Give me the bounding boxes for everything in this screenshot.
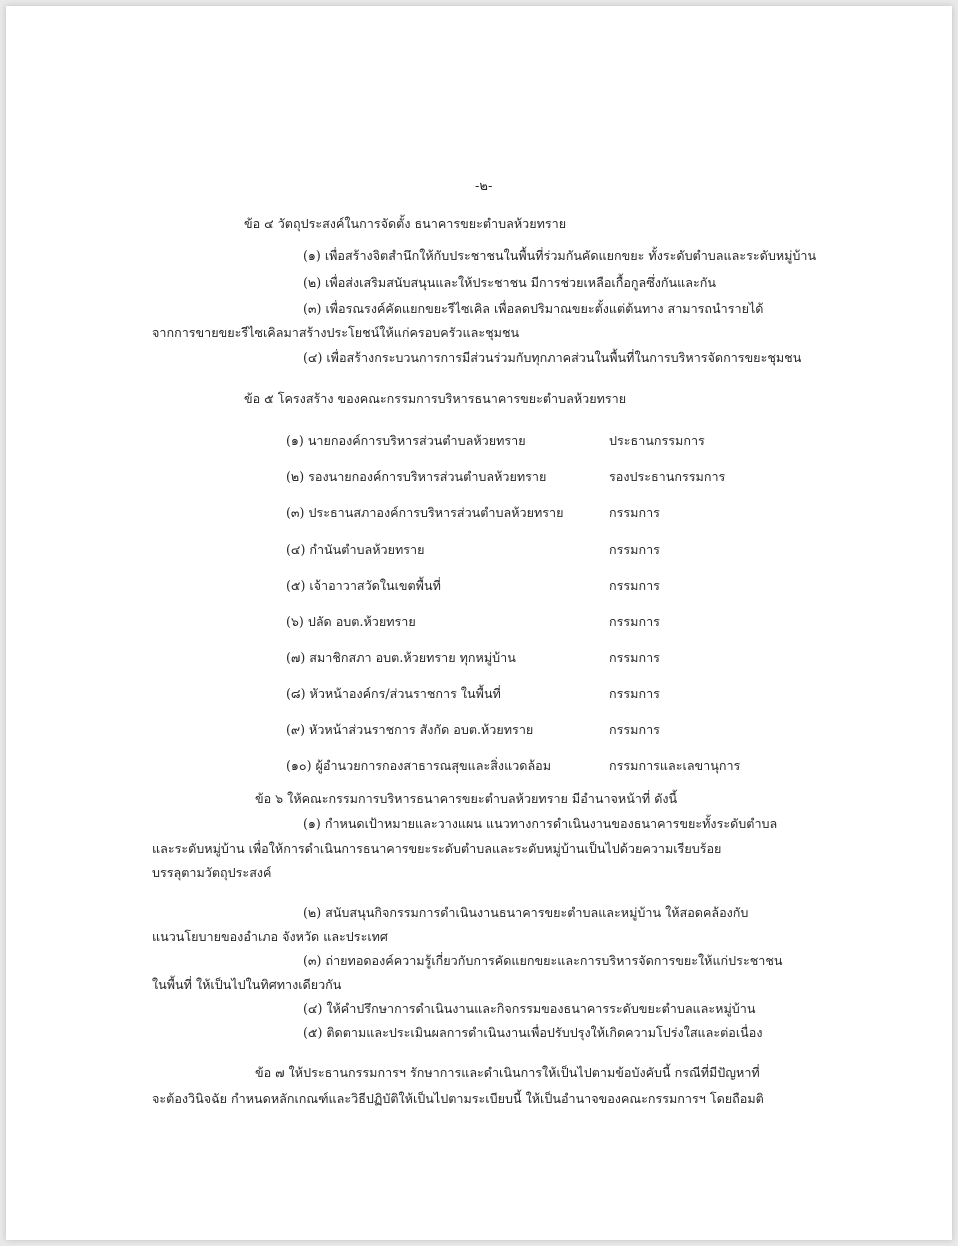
member-name: (๕) เจ้าอาวาสวัดในเขตพื้นที่	[286, 578, 441, 593]
section-5-heading: ข้อ ๕ โครงสร้าง ของคณะกรรมการบริหารธนาคารขยะตำบลห้วยทราย	[244, 391, 627, 406]
section-6-heading: ข้อ ๖ ให้คณะกรรมการบริหารธนาคารขยะตำบลห้วยทราย มีอำนาจหน้าที่ ดังนี้	[255, 791, 678, 806]
member-role: ประธานกรรมการ	[609, 433, 705, 448]
section-6-item-1: (๑) กำหนดเป้าหมายและวางแผน แนวทางการดำเนินงานของธนาคารขยะทั้งระดับตำบล	[303, 816, 778, 831]
member-name: (๑) นายกองค์การบริหารส่วนตำบลห้วยทราย	[286, 433, 526, 448]
section-4-item-3-cont: จากการขายขยะรีไซเคิลมาสร้างประโยชน์ให้แก่ครอบครัวและชุมชน	[152, 325, 520, 340]
member-role: กรรมการ	[609, 650, 660, 665]
section-4-item-1: (๑) เพื่อสร้างจิตสำนึกให้กับประชาชนในพื้นที่ร่วมกันคัดแยกขยะ ทั้งระดับตำบลและระดับหมู่บ้าน	[303, 248, 817, 263]
section-4-item-3: (๓) เพื่อรณรงค์คัดแยกขยะรีไซเคิล เพื่อลดปริมาณขยะตั้งแต่ต้นทาง สามารถนำรายได้	[303, 301, 764, 316]
section-6-item-1-cont2: บรรลุตามวัตถุประสงค์	[152, 865, 272, 880]
member-role: กรรมการ	[609, 722, 660, 737]
member-role: กรรมการ	[609, 578, 660, 593]
member-name: (๘) หัวหน้าองค์กร/ส่วนราชการ ในพื้นที่	[286, 686, 501, 701]
member-role: กรรมการและเลขานุการ	[609, 758, 741, 773]
section-6-item-3: (๓) ถ่ายทอดองค์ความรู้เกี่ยวกับการคัดแยกขยะและการบริหารจัดการขยะให้แก่ประชาชน	[303, 953, 783, 968]
member-name: (๙) หัวหน้าส่วนราชการ สังกัด อบต.ห้วยทราย	[286, 722, 534, 737]
page-number: -๒-	[475, 179, 493, 194]
member-name: (๖) ปลัด อบต.ห้วยทราย	[286, 614, 416, 629]
section-6-item-1-cont: และระดับหมู่บ้าน เพื่อให้การดำเนินการธนาคารขยะระดับตำบลและระดับหมู่บ้านเป็นไปด้วยความเรียบร้อย	[152, 841, 722, 856]
section-6-item-4: (๔) ให้คำปรึกษาการดำเนินงานและกิจกรรมของธนาคารระดับขยะตำบลและหมู่บ้าน	[303, 1001, 756, 1016]
member-role: รองประธานกรรมการ	[609, 469, 726, 484]
section-6-item-5: (๕) ติดตามและประเมินผลการดำเนินงานเพื่อปรับปรุงให้เกิดความโปร่งใสและต่อเนื่อง	[303, 1025, 763, 1040]
member-role: กรรมการ	[609, 542, 660, 557]
document-page	[6, 6, 952, 1240]
member-name: (๑๐) ผู้อำนวยการกองสาธารณสุขและสิ่งแวดล้อม	[286, 758, 552, 773]
section-6-item-2: (๒) สนับสนุนกิจกรรมการดำเนินงานธนาคารขยะตำบลและหมู่บ้าน ให้สอดคล้องกับ	[303, 905, 749, 920]
member-role: กรรมการ	[609, 614, 660, 629]
section-4-item-4: (๔) เพื่อสร้างกระบวนการการมีส่วนร่วมกับทุกภาคส่วนในพื้นที่ในการบริหารจัดการขยะชุมชน	[303, 350, 802, 365]
section-7-line-1: ข้อ ๗ ให้ประธานกรรมการฯ รักษาการและดำเนินการให้เป็นไปตามข้อบังคับนี้ กรณีที่มีปัญหาที่	[255, 1065, 760, 1080]
section-7-line-2: จะต้องวินิจฉัย กำหนดหลักเกณฑ์และวิธีปฏิบัติให้เป็นไปตามระเบียบนี้ ให้เป็นอำนาจของคณะกรรมการฯ โดยถือมติ	[152, 1091, 764, 1106]
section-4-heading: ข้อ ๔ วัตถุประสงค์ในการจัดตั้ง ธนาคารขยะตำบลห้วยทราย	[244, 216, 567, 231]
member-role: กรรมการ	[609, 686, 660, 701]
section-6-item-3-cont: ในพื้นที่ ให้เป็นไปในทิศทางเดียวกัน	[152, 977, 342, 992]
member-name: (๔) กำนันตำบลห้วยทราย	[286, 542, 425, 557]
section-6-item-2-cont: แนวนโยบายของอำเภอ จังหวัด และประเทศ	[152, 929, 388, 944]
member-role: กรรมการ	[609, 505, 660, 520]
member-name: (๓) ประธานสภาองค์การบริหารส่วนตำบลห้วยทราย	[286, 505, 564, 520]
member-name: (๒) รองนายกองค์การบริหารส่วนตำบลห้วยทราย	[286, 469, 547, 484]
member-name: (๗) สมาชิกสภา อบต.ห้วยทราย ทุกหมู่บ้าน	[286, 650, 516, 665]
section-4-item-2: (๒) เพื่อส่งเสริมสนับสนุนและให้ประชาชน มีการช่วยเหลือเกื้อกูลซึ่งกันและกัน	[303, 275, 716, 290]
